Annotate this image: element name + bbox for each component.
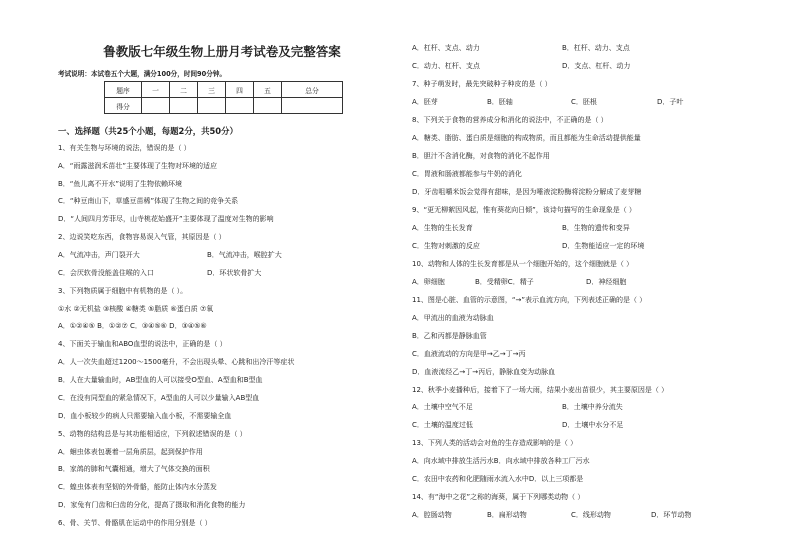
question-text: 8、下列关于食物的营养成分和消化的说法中，不正确的是（ ）: [412, 116, 608, 124]
option-text: A．气流冲击，声门裂开大: [58, 251, 140, 259]
option-text: C．农田中农药和化肥随雨水流入水中D．以上三项都是: [412, 475, 584, 483]
score-header-cell: 总分: [282, 82, 343, 98]
option-text: C．会厌软骨没能盖住喉的入口: [58, 269, 154, 277]
score-header-cell: 三: [198, 82, 226, 98]
exam-note-label: 考试说明：: [58, 70, 91, 78]
option-text: ①水 ②无机盐 ③核酸 ④糖类 ⑤脂质 ⑥蛋白质 ⑦氧: [58, 305, 214, 313]
option-text: A．卵细胞: [412, 278, 445, 286]
score-table: [104, 81, 343, 114]
option-text: D．“人间四月芳菲尽，山寺桃花始盛开”主要体现了温度对生物的影响: [58, 215, 274, 223]
option-text: C．血液流动的方向是甲→乙→丁→丙: [412, 350, 526, 358]
option-text: B．扁形动物: [487, 511, 527, 519]
question-text: 11、图是心脏、血管的示意图，“→”表示血流方向，下列表述正确的是（ ）: [412, 296, 647, 304]
question-text: 2、边说笑吃东西，食物容易误入气管，其原因是（ ）: [58, 233, 226, 241]
option-text: B．胚轴: [487, 98, 513, 106]
question-text: 7、种子萌发时，最先突破种子种皮的是（ ）: [412, 80, 552, 88]
option-text: C．生物对刺激的反应: [412, 242, 480, 250]
option-text: D．环节动物: [651, 511, 692, 519]
option-text: A．腔肠动物: [412, 511, 452, 519]
option-text: B．生物的遗传和变异: [562, 224, 630, 232]
option-text: D．环状软骨扩大: [207, 269, 262, 277]
option-text: C．动力、杠杆、支点: [412, 62, 480, 70]
option-text: B．家鸽的肺和气囊相通，增大了气体交换的面积: [58, 465, 210, 473]
score-table-score-row: [105, 98, 343, 114]
question-text: 14、有“海中之花”之称的海葵，属于下列哪类动物（ ）: [412, 493, 585, 501]
option-text: A．向水域中排放生活污水B．向水域中排放各种工厂污水: [412, 457, 590, 465]
option-text: B．人在大量输血时，AB型血的人可以接受O型血、A型血和B型血: [58, 376, 263, 384]
option-text: A．胚芽: [412, 98, 438, 106]
option-text: D．子叶: [657, 98, 684, 106]
question-text: 9、“更无柳絮因风起，惟有葵花向日倾”，该诗句描写的生命现象是（ ）: [412, 206, 636, 214]
option-text: D．家兔有门齿和臼齿的分化，提高了摄取和消化食物的能力: [58, 501, 246, 509]
option-text: A．糖类、脂肪、蛋白质是细胞的构成物质，而且都能为生命活动提供能量: [412, 134, 641, 142]
option-text: A．甲流出的血液为动脉血: [412, 314, 494, 322]
option-text: D．土壤中水分不足: [562, 421, 624, 429]
option-text: D．生物能适应一定的环境: [562, 242, 645, 250]
option-text: D．牙齿咀嚼米饭会觉得有甜味，是因为唾液淀粉酶将淀粉分解成了麦芽糖: [412, 188, 642, 196]
option-text: A．杠杆、支点、动力: [412, 44, 480, 52]
option-text: C．土壤的温度过低: [412, 421, 473, 429]
option-text: A．生物的生长发育: [412, 224, 473, 232]
document-title: 鲁教版七年级生物上册月考试卷及完整答案: [103, 44, 341, 59]
score-header-cell: 五: [254, 82, 282, 98]
question-text: 12、秋季小麦播种后，接着下了一场大雨，结果小麦出苗很少，其主要原因是（ ）: [412, 386, 669, 394]
score-cell: [198, 98, 226, 114]
question-text: 4、下面关于输血和ABO血型的说法中，正确的是（ ）: [58, 340, 227, 348]
option-text: D．血小板较少的病人只需要输入血小板，不需要输全血: [58, 412, 232, 420]
question-text: 1、有关生物与环境的说法，错误的是（ ）: [58, 144, 191, 152]
option-text: B．胆汁不含消化酶，对食物的消化不起作用: [412, 152, 550, 160]
section-heading: 一、选择题（共25个小题，每题2分，共50分）: [58, 126, 238, 136]
option-text: B．气流冲击，喉腔扩大: [207, 251, 282, 259]
option-text: A．“雨露滋润禾苗壮”主要体现了生物对环境的适应: [58, 162, 218, 170]
option-text: C．蝗虫体表有坚韧的外骨骼，能防止体内水分蒸发: [58, 483, 217, 491]
option-text: B．受精卵C．精子: [475, 278, 534, 286]
question-text: 3、下列物质属于细胞中有机物的是（ ）。: [58, 287, 188, 295]
option-text: D．支点、杠杆、动力: [562, 62, 631, 70]
option-text: B．乙和丙都是静脉血管: [412, 332, 487, 340]
question-text: 13、下列人类的活动会对鱼的生存造成影响的是（ ）: [412, 439, 578, 447]
question-text: 6、骨、关节、骨骼肌在运动中的作用分别是（ ）: [58, 519, 212, 527]
score-header-cell: 一: [142, 82, 170, 98]
exam-note-text: 本试卷五个大题，满分100分，时间90分钟。: [90, 70, 227, 78]
option-text: B．土壤中养分流失: [562, 403, 623, 411]
option-text: A．人一次失血超过1200～1500毫升，不会出现头晕、心跳和出冷汗等症状: [58, 358, 295, 366]
score-cell: [226, 98, 254, 114]
option-text: C．“种豆南山下，草盛豆苗稀”体现了生物之间的竞争关系: [58, 197, 239, 205]
score-header-cell: 四: [226, 82, 254, 98]
option-text: A．土壤中空气不足: [412, 403, 473, 411]
exam-note: [58, 68, 226, 78]
score-cell: [282, 98, 343, 114]
option-text: D．血液流经乙→丁→丙后，静脉血变为动脉血: [412, 368, 556, 376]
option-text: B．杠杆、动力、支点: [562, 44, 630, 52]
score-cell: [142, 98, 170, 114]
option-text: D．神经细胞: [586, 278, 627, 286]
score-row-label: 得分: [105, 98, 142, 114]
score-header-cell: 题序: [105, 82, 142, 98]
option-text: B．“鱼儿离不开水”说明了生物依赖环境: [58, 180, 183, 188]
score-header-cell: 二: [170, 82, 198, 98]
option-text: A．①②④⑤ B．①②⑦ C．③④⑤⑥ D．③④⑤⑥: [58, 322, 207, 330]
score-table-header-row: [105, 82, 343, 98]
option-text: C．在没有同型血的紧急情况下，A型血的人可以少量输入AB型血: [58, 394, 260, 402]
question-text: 10、动物和人体的生长发育都是从一个细胞开始的，这个细胞就是（ ）: [412, 260, 634, 268]
score-cell: [170, 98, 198, 114]
option-text: C．线形动物: [571, 511, 611, 519]
option-text: C．胚根: [571, 98, 597, 106]
score-cell: [254, 98, 282, 114]
question-text: 5、动物的结构总是与其功能相适应，下列叙述错误的是（ ）: [58, 430, 247, 438]
option-text: A．蛔虫体表包裹着一层角质层，起到保护作用: [58, 448, 203, 456]
option-text: C．胃液和肠液都能参与牛奶的消化: [412, 170, 522, 178]
